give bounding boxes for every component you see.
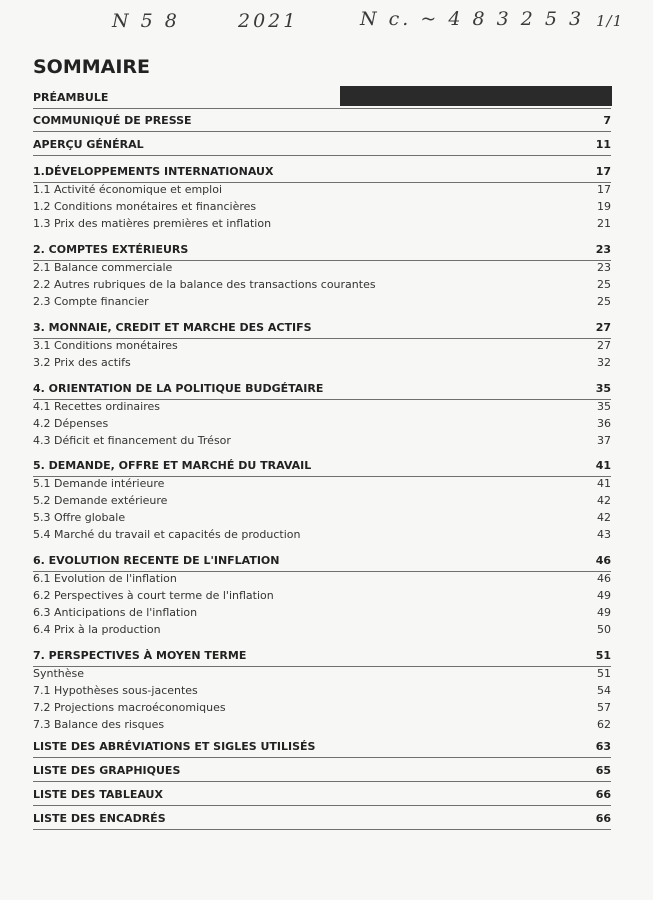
toc-page-number: 25 — [597, 295, 611, 308]
toc-item — [33, 295, 611, 312]
toc-section-title: PRÉAMBULE — [33, 91, 109, 104]
toc-item — [33, 589, 611, 606]
toc-section-title: 2. COMPTES EXTÉRIEURS — [33, 243, 189, 256]
toc-item — [33, 417, 611, 434]
toc-page-number: 41 — [595, 459, 611, 472]
toc-page-number: 51 — [595, 649, 611, 662]
toc-item-title: 6.2 Perspectives à court terme de l'inflation — [33, 589, 274, 602]
toc-item-title: 6.1 Evolution de l'inflation — [33, 572, 177, 585]
toc-section — [33, 90, 611, 109]
toc-item — [33, 701, 611, 718]
toc-item — [33, 667, 611, 684]
toc-item — [33, 261, 611, 278]
toc-page-number: 23 — [597, 261, 611, 274]
toc-item — [33, 339, 611, 356]
toc-page-number: 49 — [597, 606, 611, 619]
toc-section — [33, 553, 611, 572]
handwritten-year: 2021 — [238, 10, 299, 32]
toc-item-title: Synthèse — [33, 667, 85, 680]
toc-section-title: LISTE DES ENCADRÉS — [33, 812, 166, 825]
toc-page-number: 46 — [595, 554, 611, 567]
toc-section-title: 4. ORIENTATION DE LA POLITIQUE BUDGÉTAIRE — [33, 382, 324, 395]
toc-item — [33, 606, 611, 623]
toc-page-number: 21 — [597, 217, 611, 230]
toc-section — [33, 242, 611, 261]
toc-item-title: 7.3 Balance des risques — [33, 718, 165, 731]
toc-page-number: 27 — [597, 339, 611, 352]
toc-page-number: 19 — [597, 200, 611, 213]
toc-item-title: 6.4 Prix à la production — [33, 623, 161, 636]
toc-section-title: 3. MONNAIE, CREDIT ET MARCHE DES ACTIFS — [33, 321, 312, 334]
toc-page-number: 17 — [595, 165, 611, 178]
toc-section — [33, 763, 611, 782]
toc-page-number: 42 — [597, 494, 611, 507]
toc-page-number: 37 — [597, 434, 611, 447]
toc-page-number: 35 — [597, 400, 611, 413]
toc-item-title: 5.1 Demande intérieure — [33, 477, 165, 490]
toc-section — [33, 739, 611, 758]
toc-item — [33, 278, 611, 295]
toc-section — [33, 113, 611, 132]
toc-page-number: 17 — [597, 183, 611, 196]
toc-item — [33, 528, 611, 545]
toc-item — [33, 356, 611, 373]
toc-section — [33, 787, 611, 806]
toc-item-title: 7.1 Hypothèses sous-jacentes — [33, 684, 198, 697]
toc-page-number: 32 — [597, 356, 611, 369]
toc-item — [33, 718, 611, 735]
toc-section-title: 7. PERSPECTIVES À MOYEN TERME — [33, 649, 247, 662]
toc-section-title: LISTE DES ABRÉVIATIONS ET SIGLES UTILISÉS — [33, 740, 316, 753]
toc-page-number: 62 — [597, 718, 611, 731]
toc-section-title: 5. DEMANDE, OFFRE ET MARCHÉ DU TRAVAIL — [33, 459, 312, 472]
toc-item-title: 4.3 Déficit et financement du Trésor — [33, 434, 231, 447]
toc-item — [33, 684, 611, 701]
toc-page-number: 51 — [597, 667, 611, 680]
toc-page-number: 42 — [597, 511, 611, 524]
toc-page-number: 36 — [597, 417, 611, 430]
toc-section — [33, 458, 611, 477]
handwritten-reference: N c. ~ 4 8 3 2 5 3 — [360, 8, 585, 30]
toc-page-number: 23 — [595, 243, 611, 256]
toc-item — [33, 623, 611, 640]
toc-section — [33, 320, 611, 339]
toc-item-title: 3.2 Prix des actifs — [33, 356, 131, 369]
toc-item — [33, 200, 611, 217]
toc-section — [33, 137, 611, 156]
toc-section-title: LISTE DES TABLEAUX — [33, 788, 163, 801]
toc-section-title: APERÇU GÉNÉRAL — [33, 138, 144, 151]
toc-item-title: 2.3 Compte financier — [33, 295, 149, 308]
toc-section-title: 1.DÉVELOPPEMENTS INTERNATIONAUX — [33, 165, 274, 178]
toc-section-title: LISTE DES GRAPHIQUES — [33, 764, 181, 777]
toc-section — [33, 811, 611, 830]
toc-item — [33, 217, 611, 234]
toc-page-number: 27 — [595, 321, 611, 334]
toc-page-number: 35 — [595, 382, 611, 395]
toc-page-number: 49 — [597, 589, 611, 602]
toc-item — [33, 434, 611, 451]
toc-item-title: 7.2 Projections macroéconomiques — [33, 701, 226, 714]
toc-item — [33, 494, 611, 511]
toc-page-number: 66 — [595, 812, 611, 825]
toc-page-number: 54 — [597, 684, 611, 697]
toc-section — [33, 381, 611, 400]
handwritten-page: 1/1 — [596, 12, 624, 30]
toc-item-title: 2.1 Balance commerciale — [33, 261, 173, 274]
toc-item-title: 2.2 Autres rubriques de la balance des transactions courantes — [33, 278, 376, 291]
toc-item-title: 5.2 Demande extérieure — [33, 494, 168, 507]
page-title: SOMMAIRE — [33, 56, 151, 78]
toc-item — [33, 511, 611, 528]
toc-page-number: 41 — [597, 477, 611, 490]
toc-page-number: 63 — [595, 740, 611, 753]
toc-page-number: 43 — [597, 528, 611, 541]
toc-section-title: 6. EVOLUTION RECENTE DE L'INFLATION — [33, 554, 280, 567]
toc-section-title: COMMUNIQUÉ DE PRESSE — [33, 114, 192, 127]
toc-item-title: 4.2 Dépenses — [33, 417, 109, 430]
handwritten-note-left: N 5 8 — [112, 10, 180, 32]
toc-page-number: 57 — [597, 701, 611, 714]
toc-page-number: 50 — [597, 623, 611, 636]
toc-page-number: 66 — [595, 788, 611, 801]
toc-page-number: 46 — [597, 572, 611, 585]
toc-page-number: 25 — [597, 278, 611, 291]
toc-page-number: 7 — [603, 114, 611, 127]
toc-section — [33, 648, 611, 667]
toc-item-title: 1.1 Activité économique et emploi — [33, 183, 223, 196]
toc-page-number: 65 — [595, 764, 611, 777]
toc-item — [33, 572, 611, 589]
toc-item-title: 5.4 Marché du travail et capacités de production — [33, 528, 301, 541]
toc-item-title: 4.1 Recettes ordinaires — [33, 400, 160, 413]
toc-item — [33, 477, 611, 494]
toc-item — [33, 400, 611, 417]
toc-item-title: 3.1 Conditions monétaires — [33, 339, 178, 352]
toc-item-title: 1.3 Prix des matières premières et inflation — [33, 217, 272, 230]
toc-item-title: 1.2 Conditions monétaires et financières — [33, 200, 257, 213]
toc-item-title: 6.3 Anticipations de l'inflation — [33, 606, 198, 619]
toc-section — [33, 164, 611, 183]
toc-item-title: 5.3 Offre globale — [33, 511, 126, 524]
toc-item — [33, 183, 611, 200]
toc-page-number: 11 — [595, 138, 611, 151]
